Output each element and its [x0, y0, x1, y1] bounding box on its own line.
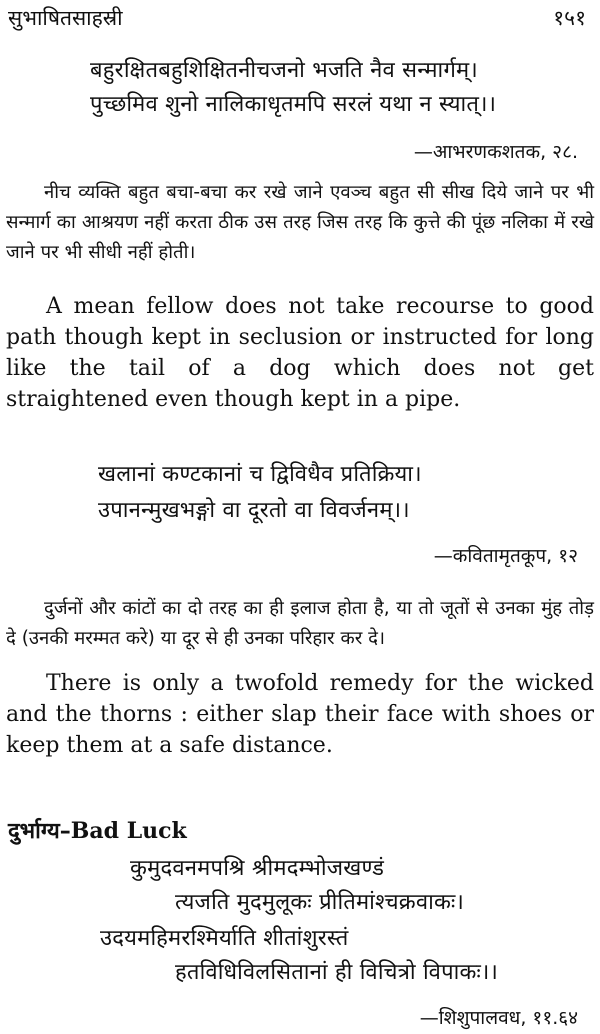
verse-3-line-2: त्यजति मुदमुलूकः प्रीतिमांश्चक्रवाकः। [175, 890, 465, 915]
verse-3-line-1: कुमुदवनमपश्रि श्रीमदम्भोजखण्डं [130, 856, 385, 881]
verse-1-source: —आभरणकशतक, २८. [413, 141, 578, 163]
verse-1-hindi-text: नीच व्यक्ति बहुत बचा-बचा कर रखे जाने एवञ्च बहुत सी सीख दिये जाने पर भी सन्मार्ग का आश्रयण नहीं करता ठीक उस तरह जिस तरह कि कुत्ते की पूंछ नलिका में रखे जाने पर भी सीधी नहीं होती। [6, 182, 594, 263]
verse-2-hindi-translation [6, 594, 594, 654]
verse-3-line-3: उदयमहिमरश्मिर्याति शीतांशुरस्तं [100, 926, 349, 951]
verse-2-source: —कवितामृतकूप, १२ [433, 545, 578, 567]
verse-2-hindi-text: दुर्जनों और कांटों का दो तरह का ही इलाज होता है, या तो जूतों से उनका मुंह तोड़ दे (उनकी मरम्मत करे) या दूर से ही उनका परिहार कर दे। [6, 598, 594, 649]
running-header-title: सुभाषितसाहस्री [8, 6, 123, 30]
verse-1-hindi-translation [6, 178, 594, 268]
verse-2-line-2: उपानन्मुखभङ्गो वा दूरतो वा विवर्जनम्।। [98, 498, 410, 523]
verse-1-english-translation [6, 291, 594, 415]
verse-3-line-4: हतविधिविलसितानां ही विचित्रो विपाकः।। [175, 960, 499, 985]
section-heading-english: Bad Luck [70, 818, 187, 844]
verse-1-line-1: बहुरक्षितबहुशिक्षितनीचजनो भजति नैव सन्मार्गम्। [90, 58, 478, 83]
verse-2-english-text: There is only a twofold remedy for the wicked and the thorns : either slap their face with shoes or keep them at a safe distance. [6, 671, 594, 758]
page-number: १५१ [553, 6, 586, 30]
verse-1-english-text: A mean fellow does not take recourse to good path though kept in seclusion or instructed for long like the tail of a dog which does not get straightened even though kept in a pipe. [6, 294, 594, 412]
verse-1-line-2: पुच्छमिव शुनो नालिकाधृतमपि सरलं यथा न स्यात्।। [90, 92, 497, 117]
verse-2-english-translation [6, 668, 594, 761]
section-heading [8, 815, 187, 845]
verse-3-source: —शिशुपालवध, ११.६४ [419, 1007, 578, 1029]
section-heading-hindi: दुर्भाग्य– [8, 819, 71, 844]
verse-2-line-1: खलानां कण्टकानां च द्विविधैव प्रतिक्रिया। [98, 462, 422, 487]
